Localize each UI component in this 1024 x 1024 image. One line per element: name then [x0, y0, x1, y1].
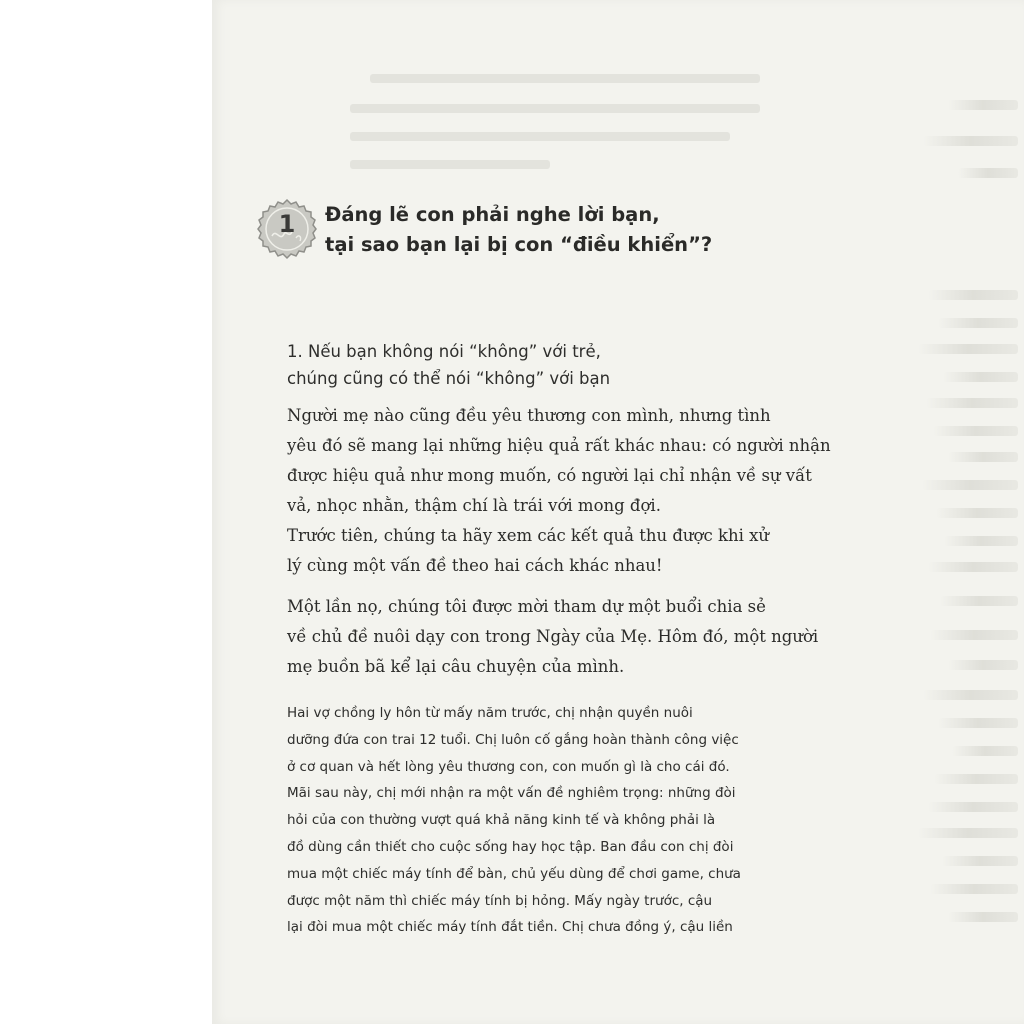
- story-line: Hai vợ chồng ly hôn từ mấy năm trước, chị nhận quyền nuôi: [287, 705, 693, 721]
- paragraph-line: Người mẹ nào cũng đều yêu thương con mình, nhưng tình: [287, 406, 771, 425]
- show-through-text: [904, 0, 1024, 1024]
- chapter-number: 1: [278, 210, 296, 238]
- paragraph-3: [287, 592, 819, 682]
- story-line: đồ dùng cần thiết cho cuộc sống hay học tập. Ban đầu con chị đòi: [287, 838, 734, 855]
- section-heading-line: 1. Nếu bạn không nói “không” với trẻ,: [287, 342, 601, 361]
- paragraph-line: về chủ đề nuôi dạy con trong Ngày của Mẹ. Hôm đó, một người: [287, 627, 819, 646]
- story-line: lại đòi mua một chiếc máy tính đắt tiền. Chị chưa đồng ý, cậu liền: [287, 919, 733, 936]
- paragraph-line: được hiệu quả như mong muốn, có người lại chỉ nhận về sự vất: [287, 466, 812, 485]
- show-through-header: [350, 74, 770, 194]
- chapter-title-line: tại sao bạn lại bị con “điều khiển”?: [325, 233, 713, 256]
- story-block: [287, 700, 757, 941]
- paragraph-line: Trước tiên, chúng ta hãy xem các kết quả thu được khi xử: [287, 526, 770, 545]
- section-heading-line: chúng cũng có thể nói “không” với bạn: [287, 369, 611, 388]
- story-line: Mãi sau này, chị mới nhận ra một vấn đề nghiêm trọng: những đòi: [287, 785, 736, 802]
- chapter-title: [325, 200, 745, 260]
- paragraph-1: [287, 401, 831, 521]
- story-line: được một năm thì chiếc máy tính bị hỏng. Mấy ngày trước, cậu: [287, 892, 713, 909]
- section-heading: [287, 338, 727, 392]
- paragraph-line: lý cùng một vấn đề theo hai cách khác nhau!: [287, 556, 663, 575]
- paragraph-line: yêu đó sẽ mang lại những hiệu quả rất khác nhau: có người nhận: [287, 436, 831, 455]
- chapter-title-line: Đáng lẽ con phải nghe lời bạn,: [325, 203, 660, 226]
- story-line: ở cơ quan và hết lòng yêu thương con, con muốn gì là cho cái đó.: [287, 758, 730, 775]
- chapter-badge: [256, 198, 318, 260]
- paragraph-line: Một lần nọ, chúng tôi được mời tham dự một buổi chia sẻ: [287, 597, 766, 616]
- paragraph-2: [287, 521, 770, 581]
- paragraph-line: vả, nhọc nhằn, thậm chí là trái với mong đợi.: [287, 496, 661, 515]
- paragraph-line: mẹ buồn bã kể lại câu chuyện của mình.: [287, 657, 625, 676]
- story-line: hỏi của con thường vượt quá khả năng kinh tế và không phải là: [287, 812, 716, 829]
- story-line: mua một chiếc máy tính để bàn, chủ yếu dùng để chơi game, chưa: [287, 865, 741, 882]
- story-line: dưỡng đứa con trai 12 tuổi. Chị luôn cố gắng hoàn thành công việc: [287, 731, 739, 748]
